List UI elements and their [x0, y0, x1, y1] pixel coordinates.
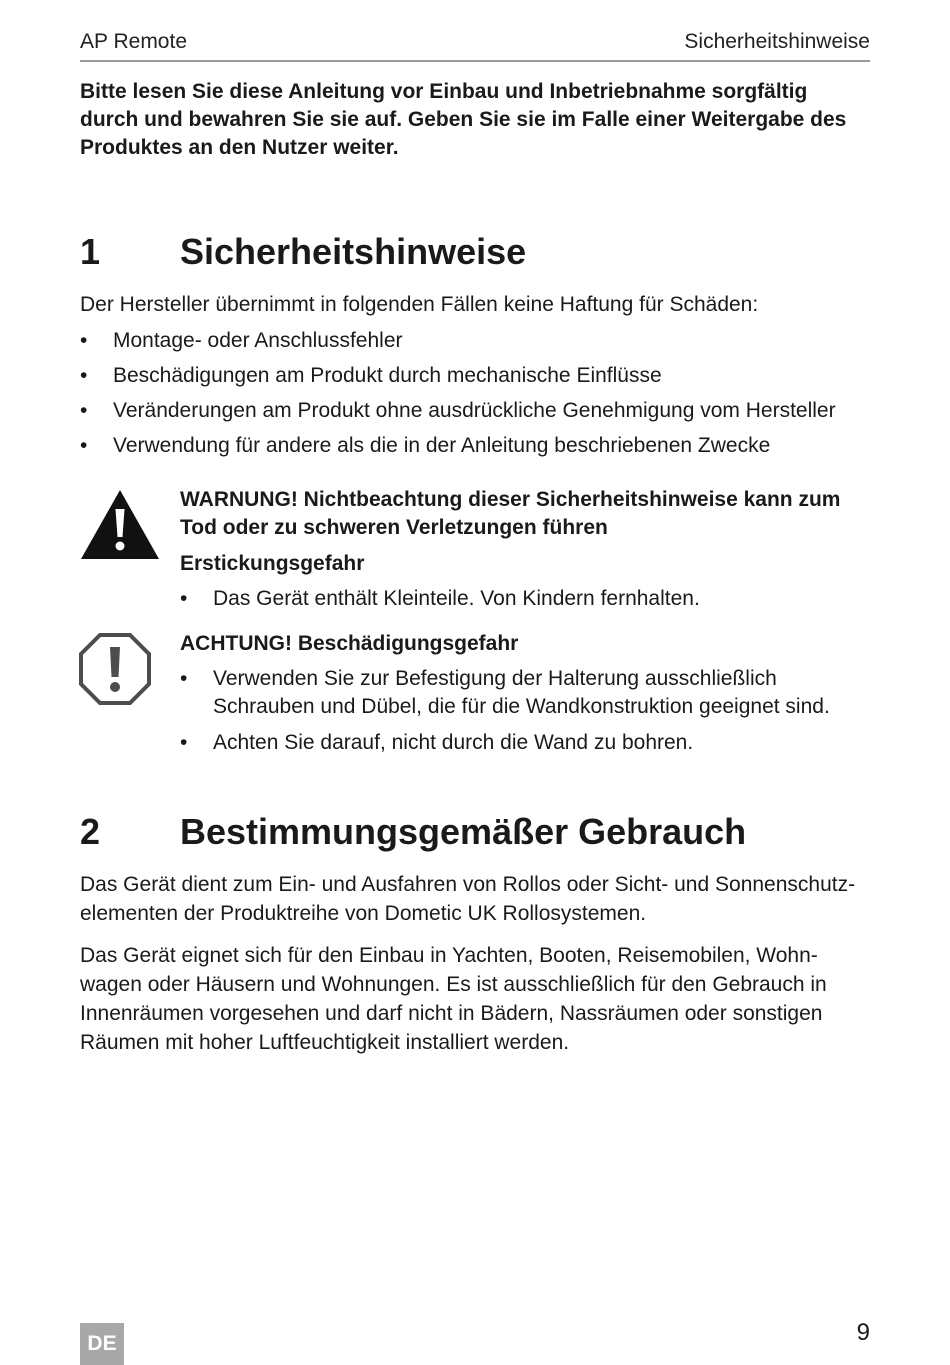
bullet-icon: • [80, 399, 88, 422]
caution-block [180, 630, 870, 658]
language-badge: DE [80, 1323, 124, 1365]
bullet-icon: • [180, 587, 188, 610]
caution-list [180, 665, 870, 765]
section-2-paragraph: Das Gerät eignet sich für den Einbau in Yachten, Booten, Reisemobilen, Wohnwagen oder Häusern und Wohnungen. Es ist ausschließlich für den Gebrauch in Innenräumen vorgesehen und darf nicht in Bädern, Nassräumen oder sonstigen Räumen mit hoher Luftfeuchtigkeit installiert werden. [80, 944, 827, 1054]
intro-notice: Bitte lesen Sie diese Anleitung vor Einbau und Inbetriebnahme sorgfältig durch und bewahren Sie sie auf. Geben Sie sie im Falle einer Weitergabe des Produktes an den Nutzer weiter. [80, 80, 847, 159]
list-item: • Das Gerät enthält Kleinteile. Von Kindern fernhalten. [180, 585, 870, 613]
header-product-name: AP Remote [80, 30, 187, 53]
section-1-number: 1 [80, 231, 101, 272]
warning-block [180, 486, 870, 578]
bullet-icon: • [80, 434, 88, 457]
bullet-icon: • [180, 667, 188, 690]
section-1-title: Sicherheitshinweise [180, 231, 527, 272]
section-1-lead: Der Hersteller übernimmt in folgenden Fällen keine Haftung für Schäden: [80, 293, 759, 316]
bullet-icon: • [80, 329, 88, 352]
list-item: • Achten Sie darauf, nicht durch die Wand zu bohren. [180, 729, 870, 757]
list-item: • Montage- oder Anschlussfehler [80, 326, 870, 355]
section-2-title: Bestimmungsgemäßer Gebrauch [180, 811, 747, 852]
liability-list [80, 326, 870, 466]
list-item: • Beschädigungen am Produkt durch mechanische Einflüsse [80, 361, 870, 390]
page-number: 9 [856, 1319, 870, 1346]
section-2-heading [80, 807, 870, 857]
warning-subtitle: Erstickungsgefahr [180, 552, 365, 575]
bullet-icon: • [180, 731, 188, 754]
header-section-name: Sicherheitshinweise [684, 30, 870, 53]
caution-title: ACHTUNG! Beschädigungsgefahr [180, 632, 519, 655]
list-item: • Verwenden Sie zur Befestigung der Halterung ausschließlich Schrauben und Dübel, die für die Wandkonstruktion geeignet sind. [180, 667, 830, 718]
section-2-paragraph: Das Gerät dient zum Ein- und Ausfahren von Rollos oder Sicht- und Sonnenschutzelementen der Produktreihe von Dometic UK Rollosystemen. [80, 873, 856, 925]
warning-triangle-icon [80, 489, 160, 560]
list-item: • Veränderungen am Produkt ohne ausdrückliche Genehmigung vom Hersteller [80, 396, 870, 425]
caution-octagon-icon [79, 633, 151, 705]
warning-list [180, 585, 870, 621]
bullet-icon: • [80, 364, 88, 387]
page-header [80, 28, 870, 62]
list-item: • Verwendung für andere als die in der Anleitung beschriebenen Zwecke [80, 431, 870, 460]
section-2-number: 2 [80, 811, 101, 852]
warning-title: WARNUNG! Nichtbeachtung dieser Sicherheitshinweise kann zum Tod oder zu schweren Verletzungen führen [180, 488, 841, 539]
section-1-heading [80, 227, 870, 277]
